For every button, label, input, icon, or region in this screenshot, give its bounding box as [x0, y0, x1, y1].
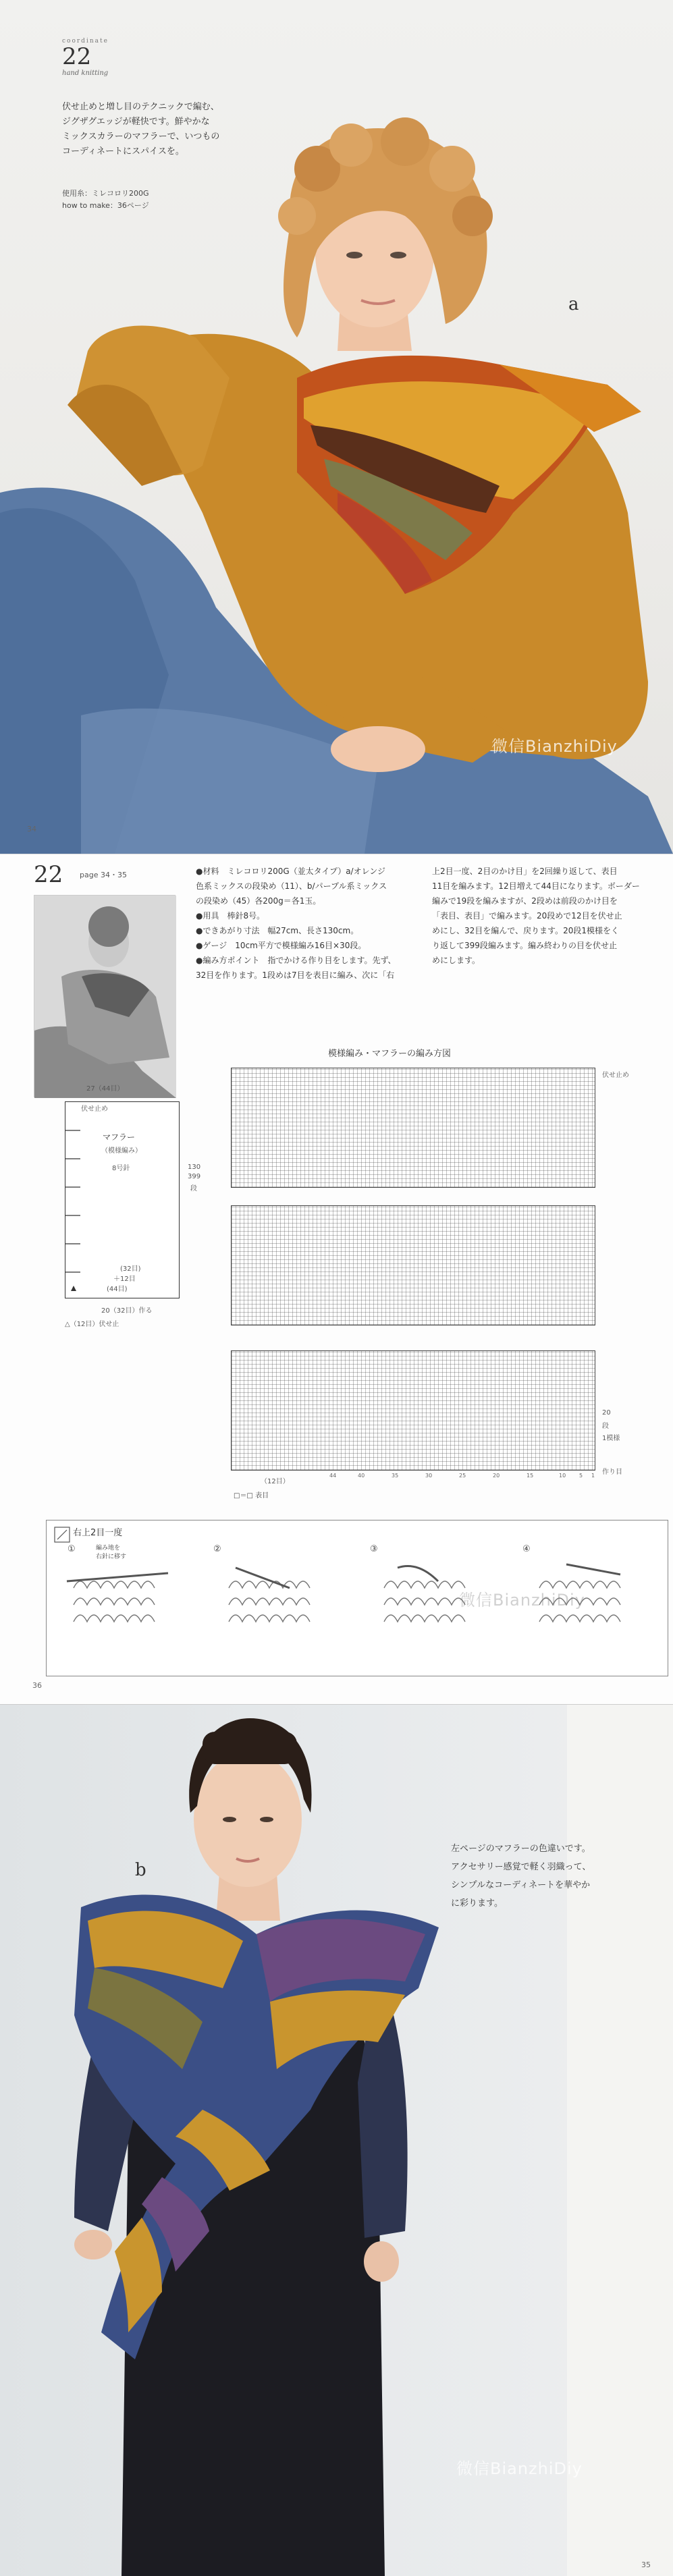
scarf-name: マフラー	[103, 1132, 136, 1142]
thumbnail-image	[34, 896, 176, 1098]
category-label: hand knitting	[62, 70, 109, 78]
length-rows: 399	[188, 1173, 201, 1180]
cast-on-note: △（12目）伏せ止	[65, 1321, 119, 1328]
copy-text: 左ページのマフラーの色違いです。 アクセサリー感覚で軽く羽織って、 シンプルなコーディネートを華やか に彩ります。	[451, 1844, 591, 1909]
instruction-line: ●用具 棒針8号。	[196, 911, 265, 921]
pattern-instructions-page	[0, 854, 673, 1704]
instruction-line: 色系ミックスの段染め（11）、b/パープル系ミックス	[196, 881, 387, 891]
howto-line: how to make：36ページ	[62, 201, 149, 210]
col-tick: 44	[329, 1473, 337, 1479]
instruction-column-2	[432, 864, 655, 968]
stitch-type: （模様編み）	[101, 1147, 142, 1155]
col-tick: 25	[459, 1473, 466, 1479]
pattern-number: 22	[62, 43, 92, 70]
yarn-line: 使用糸：ミレコロリ200G	[62, 189, 149, 198]
col-tick: 35	[392, 1473, 399, 1479]
top-dimension: 27（44目）	[86, 1085, 124, 1093]
step-2-label: ②	[213, 1544, 221, 1554]
cast-off-top: 伏せ止め	[81, 1105, 108, 1113]
copy-text: 伏せ止めと増し目のテクニックで編む、 ジグザグエッジが軽快です。鮮やかな ミックスカラーのマフラーで、いつもの コーディネートにスパイスを。	[62, 102, 220, 157]
needle-size: 8号針	[112, 1165, 130, 1172]
page-copy	[451, 1840, 653, 1913]
pattern-number: 22	[34, 861, 63, 888]
page-number: 35	[641, 2560, 651, 2569]
col-tick: 1	[591, 1473, 595, 1479]
instruction-line: ●できあがり寸法 幅27cm、長さ130cm。	[196, 926, 359, 935]
page-reference: page 34・35	[80, 871, 127, 879]
technique-title: 右上2目一度	[73, 1528, 123, 1538]
increase-stitches: ＋12目	[113, 1276, 136, 1283]
chart-band-top	[231, 1068, 595, 1188]
col-tick: 40	[358, 1473, 365, 1479]
instruction-line: ●編み方ポイント 指でかける作り目をします。先ず、	[196, 956, 396, 965]
chart-rows-unit: 段	[602, 1423, 609, 1430]
chart-band-bottom	[231, 1350, 595, 1471]
step-1-note: 編み地を 右針に移す	[96, 1545, 127, 1560]
step-3-label: ③	[370, 1544, 378, 1554]
instruction-line: 11目を編みます。12目増えて44目になります。ボーダー	[432, 881, 640, 891]
instruction-column-1	[196, 864, 419, 983]
magazine-page-a	[0, 0, 673, 854]
chart-repeat: 1模様	[602, 1435, 620, 1442]
chart-cast-off: 伏せ止め	[602, 1072, 629, 1079]
step-1-label: ①	[68, 1544, 76, 1554]
step-4-label: ④	[522, 1544, 531, 1554]
instruction-line: 32目を作ります。1段めは7目を表目に編み、次に「右	[196, 970, 395, 980]
yarn-info	[62, 188, 149, 212]
instruction-line: 「表目、表目」で編みます。20段めで12目を伏せ止	[432, 911, 622, 921]
chart-12-stitches: （12目）	[261, 1478, 290, 1485]
chart-band-middle	[231, 1205, 595, 1325]
instruction-line: ●ゲージ 10cm平方で模様編み16目×30段。	[196, 941, 367, 950]
instruction-line: 上2目一度、2目のかけ目」を2回繰り返して、表目	[432, 867, 618, 876]
chart-cast-on: 作り目	[602, 1469, 622, 1476]
watermark: 微信BianzhiDiy	[459, 1591, 585, 1610]
length-unit: 段	[190, 1185, 197, 1193]
instruction-line: の段染め（45）各200g＝各1玉。	[196, 896, 321, 906]
magazine-page-b	[0, 1704, 673, 2576]
photo-label-a: a	[568, 294, 579, 314]
photo-label-b: b	[135, 1860, 146, 1880]
chart-legend: □＝□ 表目	[234, 1492, 269, 1500]
bottom-dimension: 20（32目）作る	[101, 1307, 153, 1315]
instruction-line: めにし、32目を編んで、戻ります。20段1模様をく	[432, 926, 619, 935]
chart-rows-20: 20	[602, 1409, 611, 1417]
coordinate-label: coordinate	[62, 38, 109, 45]
thumbnail-photo	[34, 895, 176, 1097]
instruction-line: めにします。	[432, 956, 481, 965]
pattern-header	[62, 38, 109, 77]
length-dimension: 130	[188, 1163, 201, 1171]
col-tick: 15	[527, 1473, 534, 1479]
model-photo-b	[0, 1705, 673, 2576]
page-number: 36	[32, 1681, 42, 1690]
col-tick: 20	[493, 1473, 500, 1479]
col-tick: 10	[559, 1473, 566, 1479]
diagram-title: 模様編み・マフラーの編み方図	[328, 1049, 452, 1059]
page-number: 34	[27, 825, 36, 833]
total-stitches: (44目)	[107, 1286, 128, 1293]
watermark: 微信BianzhiDiy	[491, 737, 618, 756]
col-tick: 30	[425, 1473, 433, 1479]
bottom-stitches: (32目)	[120, 1265, 141, 1273]
instruction-line: り返して399段編みます。編み終わりの目を伏せ止	[432, 941, 617, 950]
page-copy	[62, 100, 278, 159]
instruction-line: ●材料 ミレコロリ200G（並太タイプ）a/オレンジ	[196, 867, 385, 876]
col-tick: 5	[579, 1473, 583, 1479]
instruction-line: 編みで19段を編みますが、2段めは前段のかけ目を	[432, 896, 618, 906]
watermark: 微信BianzhiDiy	[456, 2459, 583, 2478]
